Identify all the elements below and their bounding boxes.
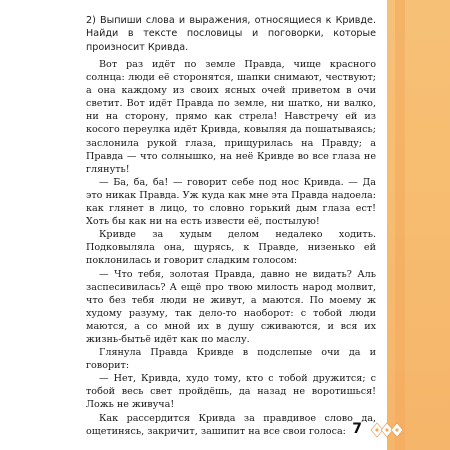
story-paragraph-4: — Что тебя, золотая Правда, давно не видать? Аль заспесивилась? А ещё про твою милость народ молвит, что без тебя люди не живут, а маются. По моему ж худому разуму, так дело-то наоборот: с тобой люди маются, а со мной их в душу сживаются, и вся их жизнь-бытьё идёт как по маслу. xyxy=(86,268,376,345)
story-paragraph-7: Как рассердится Кривда за правдивое слово да, ощетинясь, закричит, зашипит на все свои голоса: xyxy=(86,412,376,437)
story-text xyxy=(86,58,376,438)
story-paragraph-6: — Нет, Кривда, худо тому, кто с тобой дружится; с тобой весь свет пройдёшь, да назад не воротишься! Ложь не живуча! xyxy=(86,373,376,411)
task-text: 2) Выпиши слова и выражения, относящиеся к Кривде. Найди в тексте пословицы и поговорки, которые произносит Кривда. xyxy=(86,15,376,53)
story-paragraph-3: Кривде за худым делом недалеко ходить. Подковыляла она, щурясь, к Правде, низенько ей поклонилась и говорит сладким голосом: xyxy=(86,229,376,267)
story-paragraph-5: Глянула Правда Кривде в подслепые очи да и говорит: xyxy=(86,347,376,372)
story-paragraph-2: — Ба, ба, ба! — говорит себе под нос Кривда. — Да это никак Правда. Уж куда как мне эта Правда надоела: как глянет в лицо, то словно горький дым глаза ест! Хоть бы как ни на есть извести её, постылую! xyxy=(86,176,376,228)
side-band-stripe xyxy=(395,0,405,450)
page-number: 7 xyxy=(352,421,362,437)
story-paragraph-1: Вот раз идёт по земле Правда, чище красного солнца: люди её сторонятся, шапки снимают, чествуют; а она каждому из своих ясных очей приветом в очи светит. Вот идёт Правда по земле, ни шатко, ни валко, ни на сторону, прямо как стрела! Навстречу ей из косого переулка идёт Кривда, ковыляя да пошатываясь; заслонила рукой глаза, прищурилась на Правду; а Правда — что солнышко, на неё Кривде во все глаза не глянуть! xyxy=(86,59,376,175)
task-instruction xyxy=(86,14,376,54)
cross-ornament-icon xyxy=(367,419,407,441)
